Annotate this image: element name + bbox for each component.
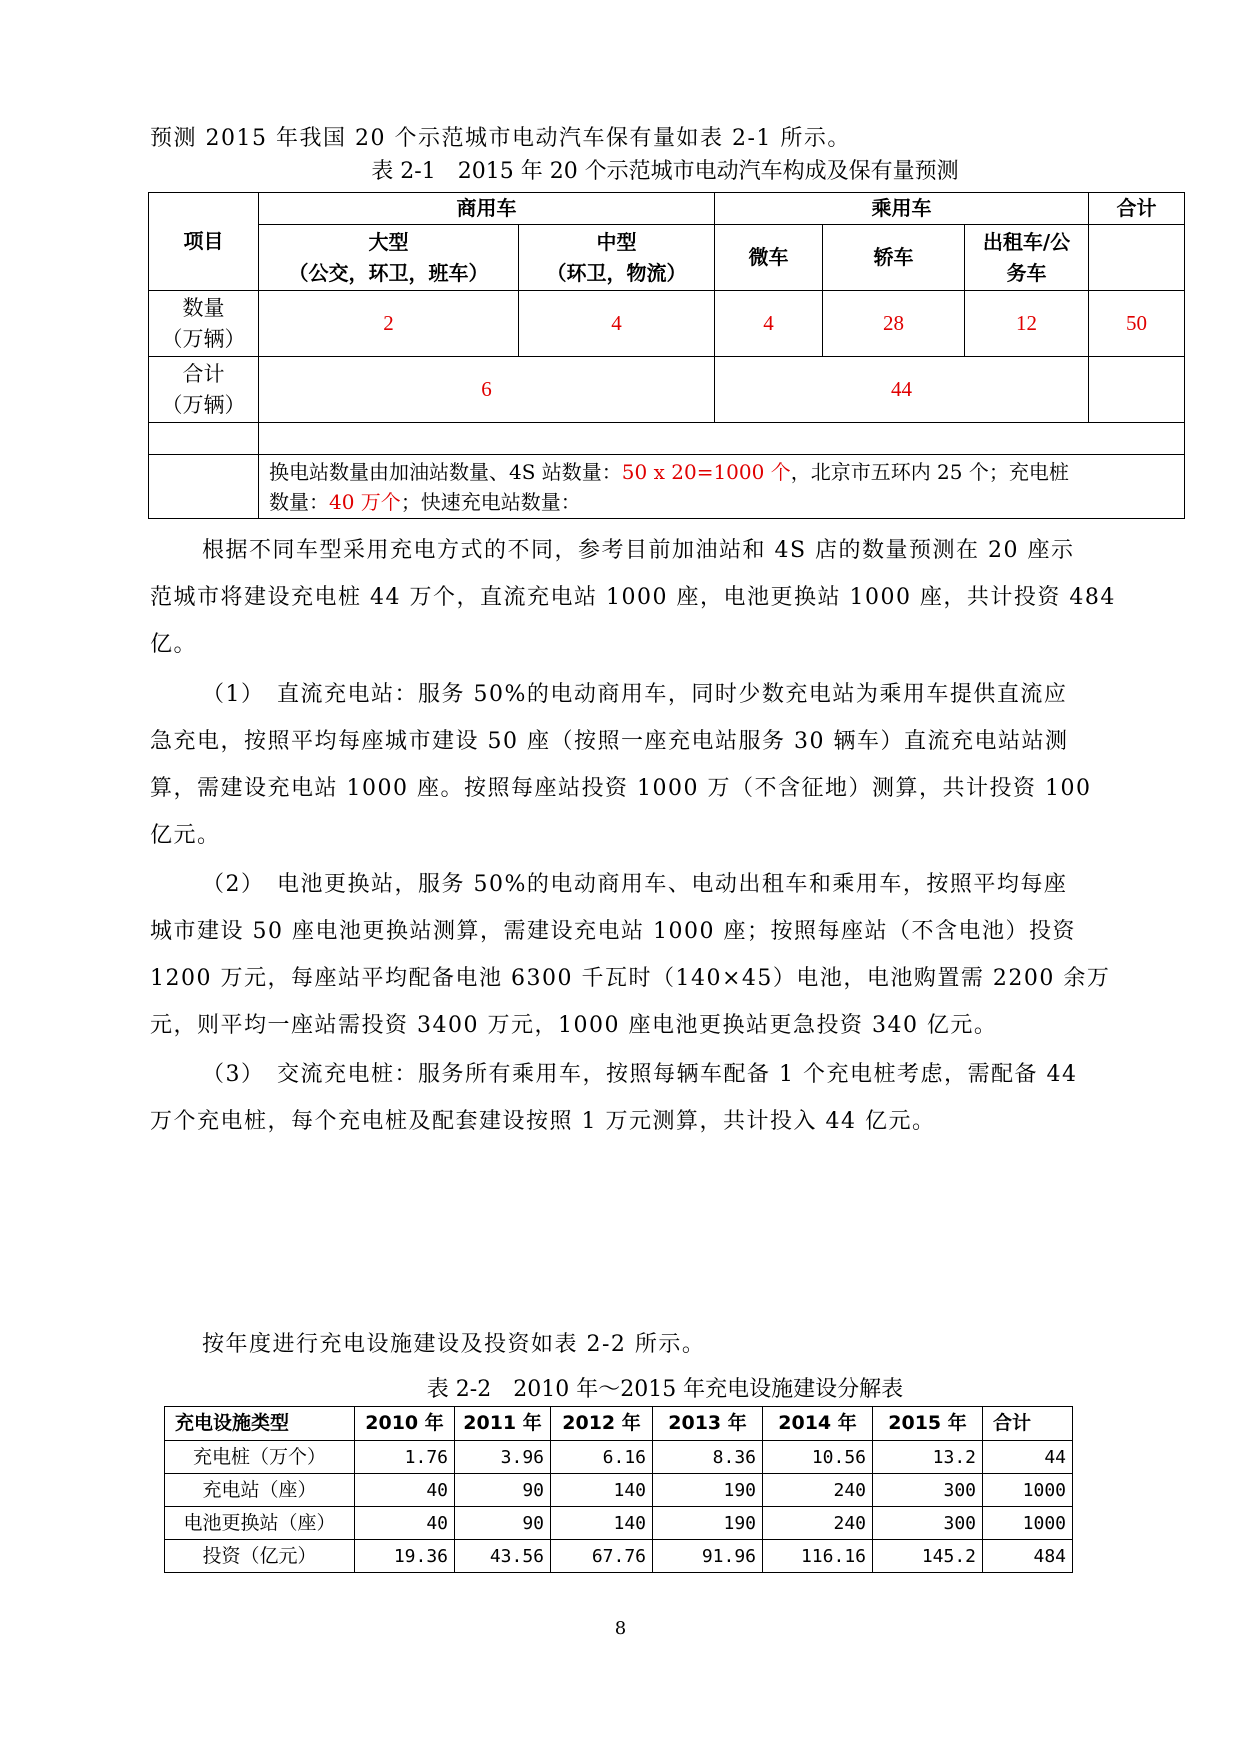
paragraph-line: 1200 万元，每座站平均配备电池 6300 千瓦时（140×45）电池，电池购置需 2200 余万 <box>150 966 1111 991</box>
header-commercial: 商用车 <box>259 193 715 225</box>
qty-micro: 4 <box>715 291 823 357</box>
table2-caption: 表 2-2 2010 年～2015 年充电设施建设分解表 <box>426 1377 904 1402</box>
page-number: 8 <box>614 1618 627 1639</box>
header-medium: 中型 （环卫，物流） <box>519 225 715 291</box>
cell: 1.76 <box>355 1441 455 1474</box>
cell: 90 <box>455 1474 551 1507</box>
cell: 10.56 <box>763 1441 873 1474</box>
header-taxi: 出租车/公 务车 <box>965 225 1089 291</box>
t2-header-year: 2012 年 <box>551 1407 653 1441</box>
cell: 190 <box>653 1507 763 1540</box>
note-cell: 换电站数量由加油站数量、4S 站数量：50 x 20=1000 个，北京市五环内 25 个；充电桩 数量：40 万个；快速充电站数量： <box>259 455 1185 519</box>
qty-large: 2 <box>259 291 519 357</box>
row-quantity-label: 数量 （万辆） <box>149 291 259 357</box>
header-total: 合计 <box>1089 193 1185 225</box>
empty-row-cell <box>259 423 1185 455</box>
paragraph-line: 根据不同车型采用充电方式的不同，参考目前加油站和 4S 店的数量预测在 20 座示 <box>202 538 1075 563</box>
table-row <box>165 1474 1073 1507</box>
cell: 13.2 <box>873 1441 983 1474</box>
table-row <box>165 1507 1073 1540</box>
cell: 40 <box>355 1507 455 1540</box>
table-row <box>165 1441 1073 1474</box>
cell: 43.56 <box>455 1540 551 1573</box>
cell: 240 <box>763 1474 873 1507</box>
cell: 19.36 <box>355 1540 455 1573</box>
paragraph-line: 亿。 <box>150 632 198 657</box>
header-passenger: 乘用车 <box>715 193 1089 225</box>
cell: 67.76 <box>551 1540 653 1573</box>
cell: 300 <box>873 1507 983 1540</box>
paragraph-line: 急充电，按照平均每座城市建设 50 座（按照一座充电站服务 30 辆车）直流充电站站测 <box>150 729 1069 754</box>
cell: 190 <box>653 1474 763 1507</box>
note-row-label <box>149 455 259 519</box>
row-label: 充电站（座） <box>165 1474 355 1507</box>
sum-total-empty <box>1089 357 1185 423</box>
row-label: 充电桩（万个） <box>165 1441 355 1474</box>
cell: 44 <box>983 1441 1073 1474</box>
t2-header-type: 充电设施类型 <box>165 1407 355 1441</box>
qty-medium: 4 <box>519 291 715 357</box>
vehicle-forecast-table <box>148 192 1185 519</box>
t2-header-year: 2010 年 <box>355 1407 455 1441</box>
paragraph-line: 亿元。 <box>150 823 221 848</box>
paragraph-line: 万个充电桩，每个充电桩及配套建设按照 1 万元测算，共计投入 44 亿元。 <box>150 1109 936 1134</box>
header-total-empty <box>1089 225 1185 291</box>
cell: 240 <box>763 1507 873 1540</box>
paragraph-line: （3） 交流充电桩：服务所有乘用车，按照每辆车配备 1 个充电桩考虑，需配备 44 <box>202 1062 1078 1087</box>
header-micro: 微车 <box>715 225 823 291</box>
intro2-text: 按年度进行充电设施建设及投资如表 2-2 所示。 <box>202 1332 706 1357</box>
paragraph-line: 城市建设 50 座电池更换站测算，需建设充电站 1000 座；按照每座站（不含电池）投资 <box>150 919 1076 944</box>
cell: 140 <box>551 1474 653 1507</box>
qty-sedan: 28 <box>823 291 965 357</box>
cell: 1000 <box>983 1474 1073 1507</box>
header-large: 大型 （公交，环卫，班车） <box>259 225 519 291</box>
sum-commercial: 6 <box>259 357 715 423</box>
cell: 8.36 <box>653 1441 763 1474</box>
row-sum-label: 合计 （万辆） <box>149 357 259 423</box>
paragraph-line: 算，需建设充电站 1000 座。按照每座站投资 1000 万（不含征地）测算，共计投资 100 <box>150 776 1092 801</box>
cell: 145.2 <box>873 1540 983 1573</box>
paragraph-line: （1） 直流充电站：服务 50%的电动商用车，同时少数充电站为乘用车提供直流应 <box>202 682 1068 707</box>
t2-header-year: 2015 年 <box>873 1407 983 1441</box>
cell: 116.16 <box>763 1540 873 1573</box>
cell: 300 <box>873 1474 983 1507</box>
cell: 140 <box>551 1507 653 1540</box>
t2-header-total: 合计 <box>983 1407 1073 1441</box>
empty-row-label <box>149 423 259 455</box>
cell: 91.96 <box>653 1540 763 1573</box>
row-label: 电池更换站（座） <box>165 1507 355 1540</box>
cell: 6.16 <box>551 1441 653 1474</box>
t2-header-year: 2011 年 <box>455 1407 551 1441</box>
row-label: 投资（亿元） <box>165 1540 355 1573</box>
cell: 90 <box>455 1507 551 1540</box>
sum-passenger: 44 <box>715 357 1089 423</box>
paragraph-line: 范城市将建设充电桩 44 万个，直流充电站 1000 座，电池更换站 1000 座，共计投资 484 <box>150 585 1116 610</box>
table-row <box>165 1540 1073 1573</box>
t2-header-year: 2014 年 <box>763 1407 873 1441</box>
paragraph-line: （2） 电池更换站，服务 50%的电动商用车、电动出租车和乘用车，按照平均每座 <box>202 872 1068 897</box>
t2-header-year: 2013 年 <box>653 1407 763 1441</box>
cell: 40 <box>355 1474 455 1507</box>
header-item: 项目 <box>149 193 259 291</box>
facility-build-table <box>164 1406 1073 1573</box>
paragraph-line: 元，则平均一座站需投资 3400 万元，1000 座电池更换站更急投资 340 亿元。 <box>150 1013 998 1038</box>
table1-caption: 表 2-1 2015 年 20 个示范城市电动汽车构成及保有量预测 <box>371 159 959 184</box>
qty-taxi: 12 <box>965 291 1089 357</box>
cell: 484 <box>983 1540 1073 1573</box>
cell: 3.96 <box>455 1441 551 1474</box>
qty-total: 50 <box>1089 291 1185 357</box>
cell: 1000 <box>983 1507 1073 1540</box>
header-sedan: 轿车 <box>823 225 965 291</box>
intro-text: 预测 2015 年我国 20 个示范城市电动汽车保有量如表 2-1 所示。 <box>150 126 851 151</box>
